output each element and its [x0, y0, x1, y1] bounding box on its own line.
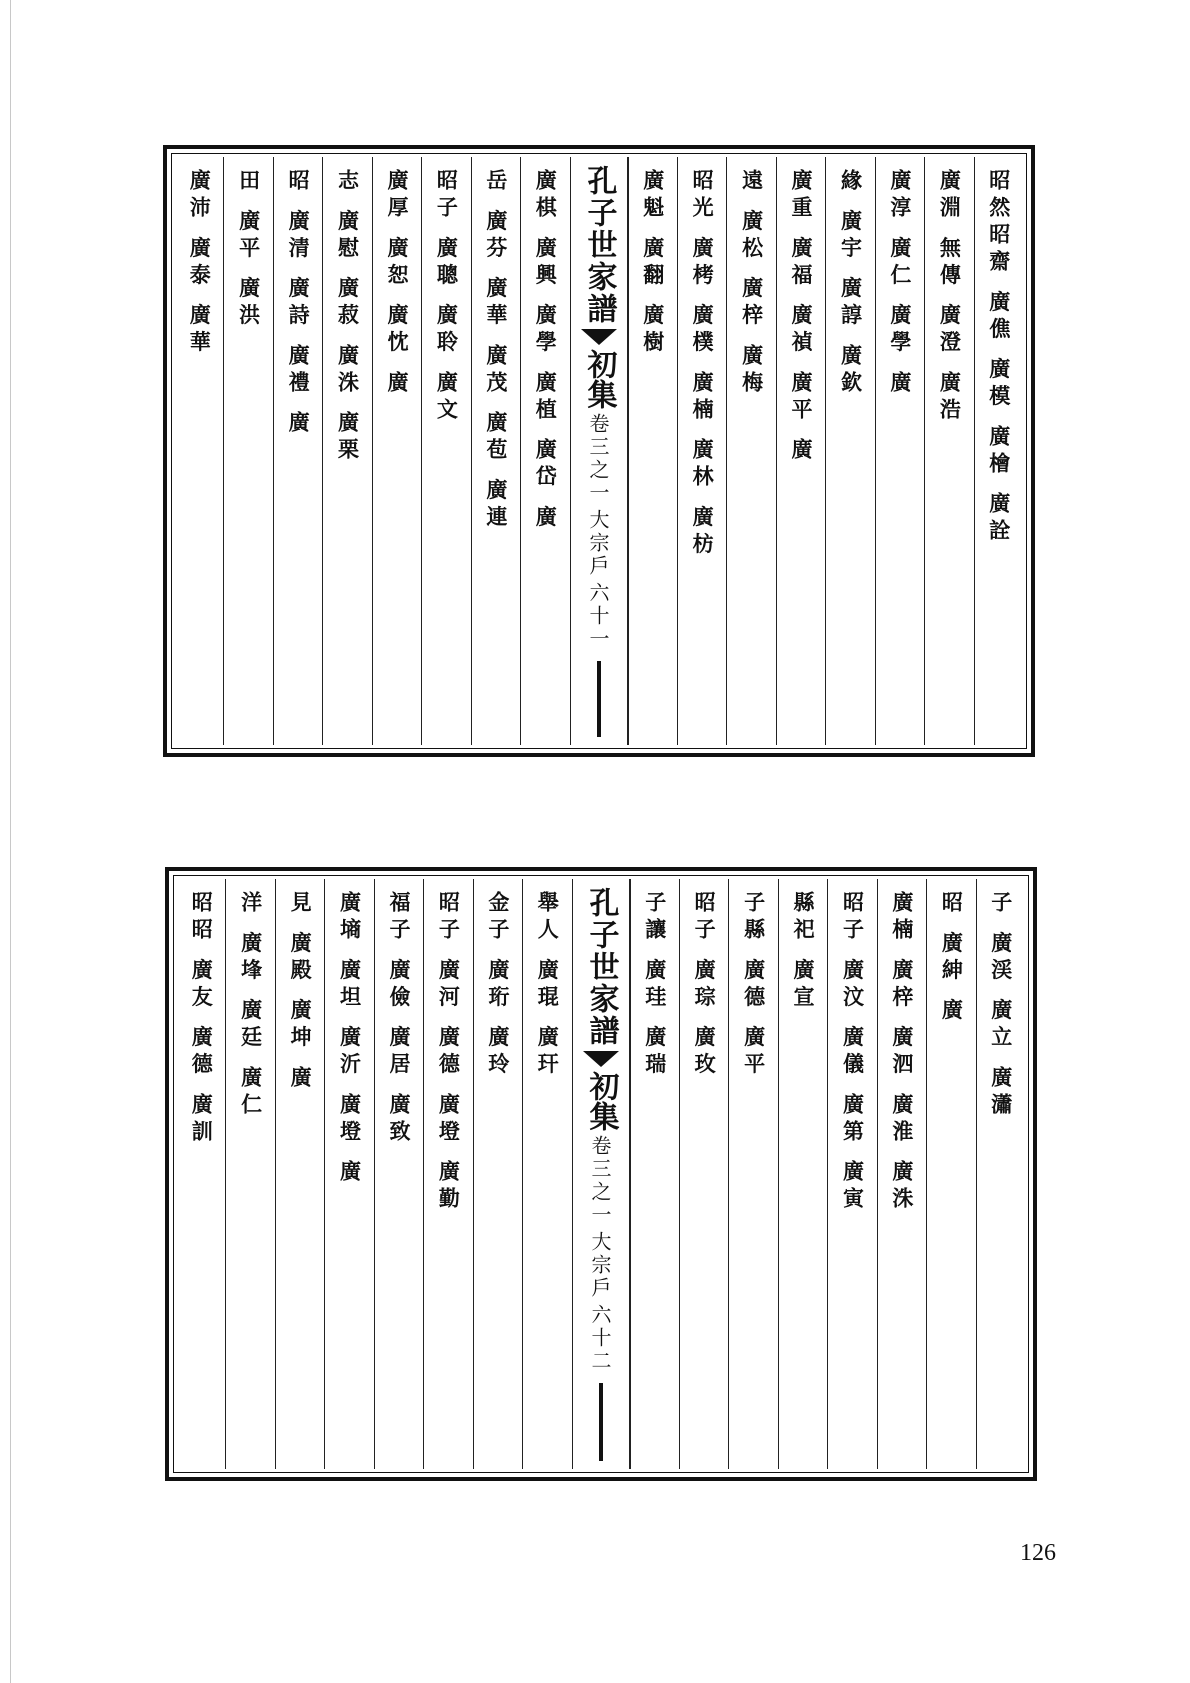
column: 福子 廣儉 廣居 廣致	[374, 879, 423, 1469]
column: 昭子 廣聰 廣聆 廣文	[421, 157, 470, 745]
column: 廣棋 廣興 廣學 廣植 廣岱 廣	[520, 157, 569, 745]
genealogy-page-bottom	[165, 867, 1037, 1481]
book-title: 孔子世家譜	[581, 165, 617, 325]
column: 緣 廣宇 廣諄 廣欽	[825, 157, 874, 745]
book-title: 孔子世家譜	[583, 887, 619, 1047]
column: 子讓 廣珪 廣瑞	[630, 879, 679, 1469]
column: 昭子 廣河 廣德 廣墱 廣勤	[423, 879, 472, 1469]
column: 舉人 廣琨 廣玕	[522, 879, 571, 1469]
column: 昭然昭齋 廣僬 廣模 廣檜 廣詮	[974, 157, 1023, 745]
folio-number: 六十一	[586, 582, 610, 651]
fishtail-mark-icon	[581, 329, 617, 345]
column: 廣厚 廣恕 廣忱 廣	[372, 157, 421, 745]
column: 田 廣平 廣洪	[223, 157, 272, 745]
column: 遠 廣松 廣梓 廣梅	[726, 157, 775, 745]
column: 昭子 廣琮 廣玫	[679, 879, 728, 1469]
column: 昭子 廣汶 廣儀 廣第 廣寅	[827, 879, 876, 1469]
center-title-column	[570, 157, 628, 745]
column: 岳 廣芬 廣華 廣茂 廣苞 廣連	[471, 157, 520, 745]
folio-number: 六十二	[588, 1304, 612, 1373]
collection-label: 初集	[581, 349, 617, 409]
scan-edge-line	[10, 0, 11, 1683]
column: 見 廣殿 廣坤 廣	[275, 879, 324, 1469]
column: 縣祀 廣宣	[778, 879, 827, 1469]
center-rule	[599, 1383, 603, 1461]
column: 子 廣渓 廣立 廣瀟	[976, 879, 1025, 1469]
column: 志 廣慰 廣菽 廣洙 廣栗	[322, 157, 371, 745]
column: 昭昭 廣友 廣德 廣訓	[189, 891, 215, 1147]
page-number: 126	[1020, 1540, 1056, 1566]
column: 廣淵 無傳 廣澄 廣浩	[924, 157, 973, 745]
branch-label: 大宗戶	[586, 509, 610, 578]
genealogy-page-top	[163, 145, 1035, 757]
column: 洋 廣埄 廣廷 廣仁	[225, 879, 274, 1469]
column: 廣沛 廣泰 廣華	[187, 169, 213, 358]
branch-label: 大宗戶	[588, 1231, 612, 1300]
center-title-column	[572, 879, 630, 1469]
column: 廣墒 廣坦 廣沂 廣墱 廣	[324, 879, 373, 1469]
column: 金子 廣珩 廣玲	[473, 879, 522, 1469]
volume-label: 卷三之一	[586, 413, 610, 505]
column: 廣楠 廣梓 廣泗 廣淮 廣洙	[877, 879, 926, 1469]
column: 廣淳 廣仁 廣學 廣	[875, 157, 924, 745]
column: 子縣 廣德 廣平	[728, 879, 777, 1469]
volume-label: 卷三之一	[588, 1135, 612, 1227]
column: 昭 廣清 廣詩 廣禮 廣	[273, 157, 322, 745]
column: 昭 廣紳 廣	[926, 879, 975, 1469]
column: 昭光 廣栲 廣樸 廣楠 廣林 廣枋	[677, 157, 726, 745]
center-rule	[597, 661, 601, 737]
fishtail-mark-icon	[583, 1051, 619, 1067]
column: 廣魁 廣翻 廣樹	[628, 157, 677, 745]
column: 廣重 廣福 廣禎 廣平 廣	[776, 157, 825, 745]
collection-label: 初集	[583, 1071, 619, 1131]
